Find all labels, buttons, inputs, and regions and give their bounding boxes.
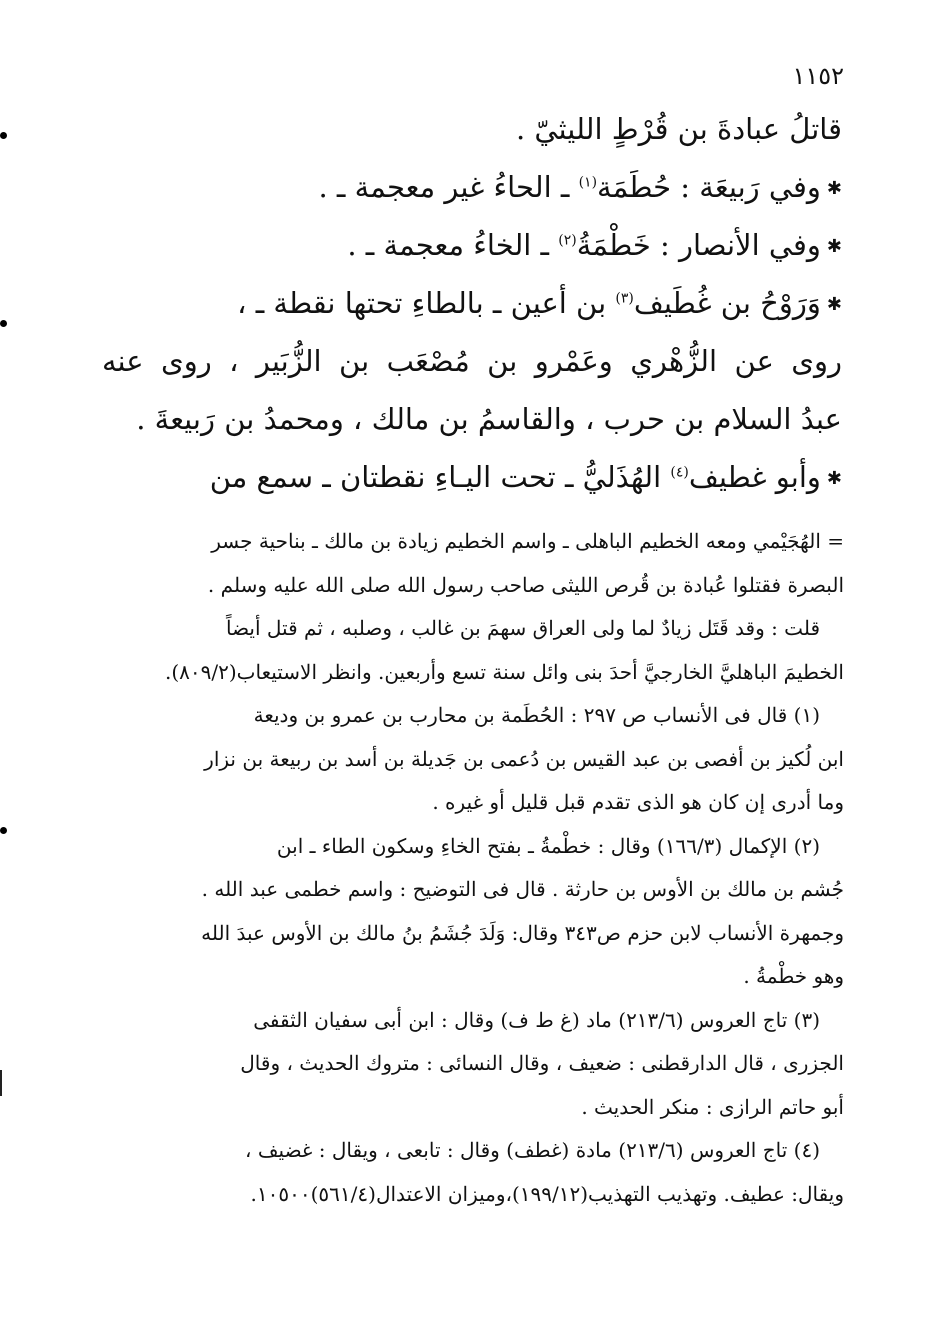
main-line [102,158,842,216]
main-line-text: قاتلُ عبادةَ بن قُرْطٍ الليثيّ . [515,112,842,146]
footnote-ref: (٤) [670,464,689,481]
footnote-line: (٢) الإكمال (١٦٦/٣) وقال : خطْمةُ ـ بفتح الخاءِ وسكون الطاء ـ ابن [276,833,820,858]
entry-star-marker: ✱ [826,468,842,489]
main-line [102,448,842,506]
footnote-line: = الهُجَيْمي ومعه الخطيم الباهلى ـ واسم الخطيم زيادة بن مالك ـ بناحية جسر [211,529,844,553]
main-line [102,390,842,448]
footnote-line: ابن لُكيز بن أفصى بن عبد القيس بن دُعمى بن جَديلة بن أسد بن ربيعة بن نزار [204,746,844,771]
main-line-text: وفي الأنصار : خَطْمَةُ [576,228,821,262]
scan-edge-mark [0,827,7,834]
footnote-line: ويقال: عطيف. وتهذيب التهذيب(١٩٩/١٢)،وميزان الاعتدال(٥٦١/٤)١٠٥٠٠. [250,1181,844,1206]
footnote-line: جُشم بن مالك بن الأوس بن حارثة . قال فى التوضيح : واسم خطمى عبد الله . [201,877,844,901]
main-line-text: وفي رَبيعَة : حُطَمَة [597,170,821,204]
footnote-line: أبو حاتم الرازى : منكر الحديث . [581,1094,844,1119]
main-line-text: روى عن الزُّهْري وعَمْرو بن مُصْعَب بن الزُّبَير ، روى عنه [102,344,842,378]
entry-star-marker: ✱ [826,236,842,257]
main-line [102,274,842,332]
footnote-ref: (٣) [615,290,634,307]
main-line-text: وأبو غطيف [688,460,821,494]
footnotes-section [96,520,844,1216]
scan-edge-mark [0,132,7,139]
entry-star-marker: ✱ [826,178,842,199]
page-number: ١١٥٢ [792,62,844,90]
main-line [102,100,842,158]
footnote-ref: (١) [578,174,598,191]
footnote-line: الجزرى ، قال الدارقطنى : ضعيف ، وقال النسائى : متروك الحديث ، وقال [240,1051,844,1075]
main-line-rest: ـ الخاءُ معجمة ـ . [347,228,559,262]
footnote-line: (١) قال فى الأنساب ص ٢٩٧ : الحُطَمة بن محارب بن عمرو بن وديعة [253,703,820,727]
main-line [102,332,842,390]
footnote-line: (٣) تاج العروس (٢١٣/٦) ماد (غ ط ف) وقال : ابن أبى سفيان الثقفى [253,1007,820,1032]
footnote-line: وما أدرى إن كان هو الذى تقدم قبل قليل أو غيره . [432,790,844,814]
main-line-text: عبدُ السلام بن حرب ، والقاسمُ بن مالك ، ومحمدُ بن رَبيعةَ . [136,402,842,436]
footnote-line: وهو خطْمةُ . [743,964,844,988]
main-line-rest: الهُذَليُّ ـ تحت اليـاءِ نقطتان ـ سمع من [209,460,671,494]
main-line-rest: بن أعين ـ بالطاءِ تحتها نقطة ـ ، [237,286,616,320]
scan-edge-mark [0,320,7,327]
footnote-line: البصرة فقتلوا عُبادة بن قُرص الليثى صاحب رسول الله صلى الله عليه وسلم . [207,572,844,597]
main-line-text: وَرَوْحُ بن غُطَيف [633,286,821,320]
footnote-line: (٤) تاج العروس (٢١٣/٦) مادة (غطف) وقال : تابعى ، ويقال : غضيف ، [245,1138,820,1162]
footnote-line: وجمهرة الأنساب لابن حزم ص٣٤٣ وقال: وَلَدَ جُشَمُ بنُ مالك بن الأوس عبدَ الله [201,920,844,945]
scan-edge-tick [0,1070,2,1096]
main-line-rest: ـ الحاءُ غير معجمة ـ . [318,170,579,204]
footnote-line: قلت : وقد قَتَل زيادٌ لما ولى العراق سهمَ بن غالب ، وصلبه ، ثم قتل أيضاً [225,616,820,640]
footnote-ref: (٢) [558,232,577,249]
footnote-line: الخطيمَ الباهليَّ الخارجيَّ أحدَ بنى وائل سنة تسع وأربعين. وانظر الاستيعاب(٨٠٩/٢). [164,659,844,684]
entry-star-marker: ✱ [826,294,842,315]
main-line [102,216,842,274]
main-text-body [102,100,842,506]
